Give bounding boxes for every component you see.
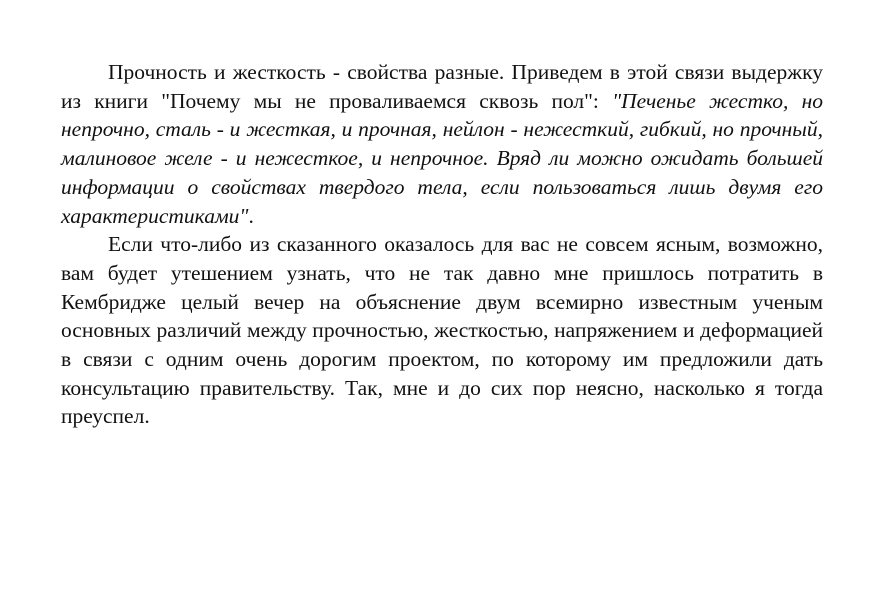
paragraph-1-lead: Прочность и жесткость - свойства разные. Приведем в этой связи выдержку из книги "Почему мы не проваливаемся сквозь пол": (61, 60, 823, 113)
document-page (61, 58, 823, 431)
book-quote: "Печенье жестко, но непрочно, сталь - и жесткая, и прочная, нейлон - нежесткий, гибкий, но прочный, малиновое желе - и нежесткое, и непрочное. Вряд ли можно ожидать большей информации о свойствах твердого тела, если пользоваться лишь двумя его характеристиками" (61, 88, 823, 228)
paragraph-1 (61, 58, 823, 230)
paragraph-2: Если что-либо из сказанного оказалось для вас не совсем ясным, возможно, вам будет утешением узнать, что не так давно мне пришлось потратить в Кембридже целый вечер на объяснение двум всемирно известным ученым основных различий между прочностью, жесткостью, напряжением и деформацией в связи с одним очень дорогим проектом, по которому им предложили дать консультацию правительству. Так, мне и до сих пор неясно, насколько я тогда преуспел. (61, 232, 823, 429)
paragraph-1-tail: . (248, 203, 254, 228)
